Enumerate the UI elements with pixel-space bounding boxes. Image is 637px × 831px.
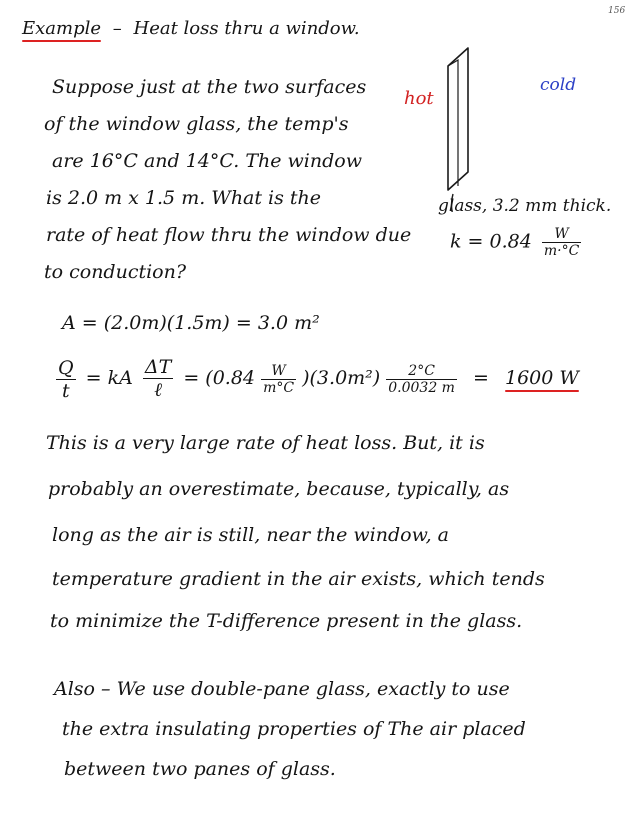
problem-line-2: of the window glass, the temp's xyxy=(44,113,349,135)
k-unit-denominator: m·°C xyxy=(543,243,580,259)
w-numerator: W xyxy=(261,363,296,380)
title-dash: – xyxy=(112,18,122,39)
title-text: Heat loss thru a window. xyxy=(133,18,360,39)
paragraph1-line-1: This is a very large rate of heat loss. But, it is xyxy=(46,432,485,454)
w-per-mc xyxy=(261,363,296,396)
problem-line-3: are 16°C and 14°C. The window xyxy=(52,150,362,172)
page-title xyxy=(22,18,360,39)
problem-line-6: to conduction? xyxy=(44,261,187,283)
eq-area-value: )(3.0m²) xyxy=(302,367,381,389)
paragraph1-line-5: to minimize the T-difference present in the glass. xyxy=(50,610,523,632)
paragraph2-line-2: the extra insulating properties of The air placed xyxy=(62,718,526,740)
paragraph1-line-3: long as the air is still, near the window, a xyxy=(52,524,449,546)
glass-pane-diagram xyxy=(440,42,480,212)
problem-line-4: is 2.0 m x 1.5 m. What is the xyxy=(46,187,322,209)
eq-equals: = xyxy=(473,367,489,389)
temp-over-thickness xyxy=(386,363,457,396)
answer-text: 1600 W xyxy=(504,367,579,389)
answer-value xyxy=(505,367,579,389)
conductivity-k xyxy=(450,226,581,259)
page-number: 156 xyxy=(608,6,626,16)
area-equation: A = (2.0m)(1.5m) = 3.0 m² xyxy=(62,312,320,334)
q-numerator: Q xyxy=(58,356,74,379)
heat-rate-equation xyxy=(56,356,579,402)
paragraph2-line-1: Also – We use double-pane glass, exactly to use xyxy=(54,678,510,700)
example-label: Example xyxy=(22,18,102,39)
paragraph2-line-3: between two panes of glass. xyxy=(64,758,336,780)
k-unit-numerator: W xyxy=(542,226,581,243)
q-over-t xyxy=(56,357,76,402)
k-unit-fraction xyxy=(542,226,581,259)
l-denominator: ℓ xyxy=(154,379,163,401)
eq-k-value: = (0.84 xyxy=(183,367,256,389)
red-underline xyxy=(22,40,101,42)
deltaT-numerator: ΔT xyxy=(144,356,172,378)
paragraph1-line-4: temperature gradient in the air exists, which tends xyxy=(52,568,545,590)
problem-line-5: rate of heat flow thru the window due xyxy=(46,224,412,246)
k-value: k = 0.84 xyxy=(450,230,532,253)
eq-kA: = kA xyxy=(85,367,133,389)
glass-thickness-label: glass, 3.2 mm thick. xyxy=(438,196,612,216)
thickness-denominator: 0.0032 m xyxy=(388,379,455,396)
deltaT-over-l xyxy=(143,356,173,402)
mc-denominator: m°C xyxy=(263,379,295,396)
problem-line-1: Suppose just at the two surfaces xyxy=(52,76,367,98)
hot-label: hot xyxy=(404,88,434,109)
temp-numerator: 2°C xyxy=(386,363,457,380)
paragraph1-line-2: probably an overestimate, because, typically, as xyxy=(48,478,510,500)
answer-red-underline xyxy=(505,390,579,392)
example-heading xyxy=(22,18,101,39)
cold-label: cold xyxy=(540,75,577,95)
t-denominator: t xyxy=(61,379,70,402)
